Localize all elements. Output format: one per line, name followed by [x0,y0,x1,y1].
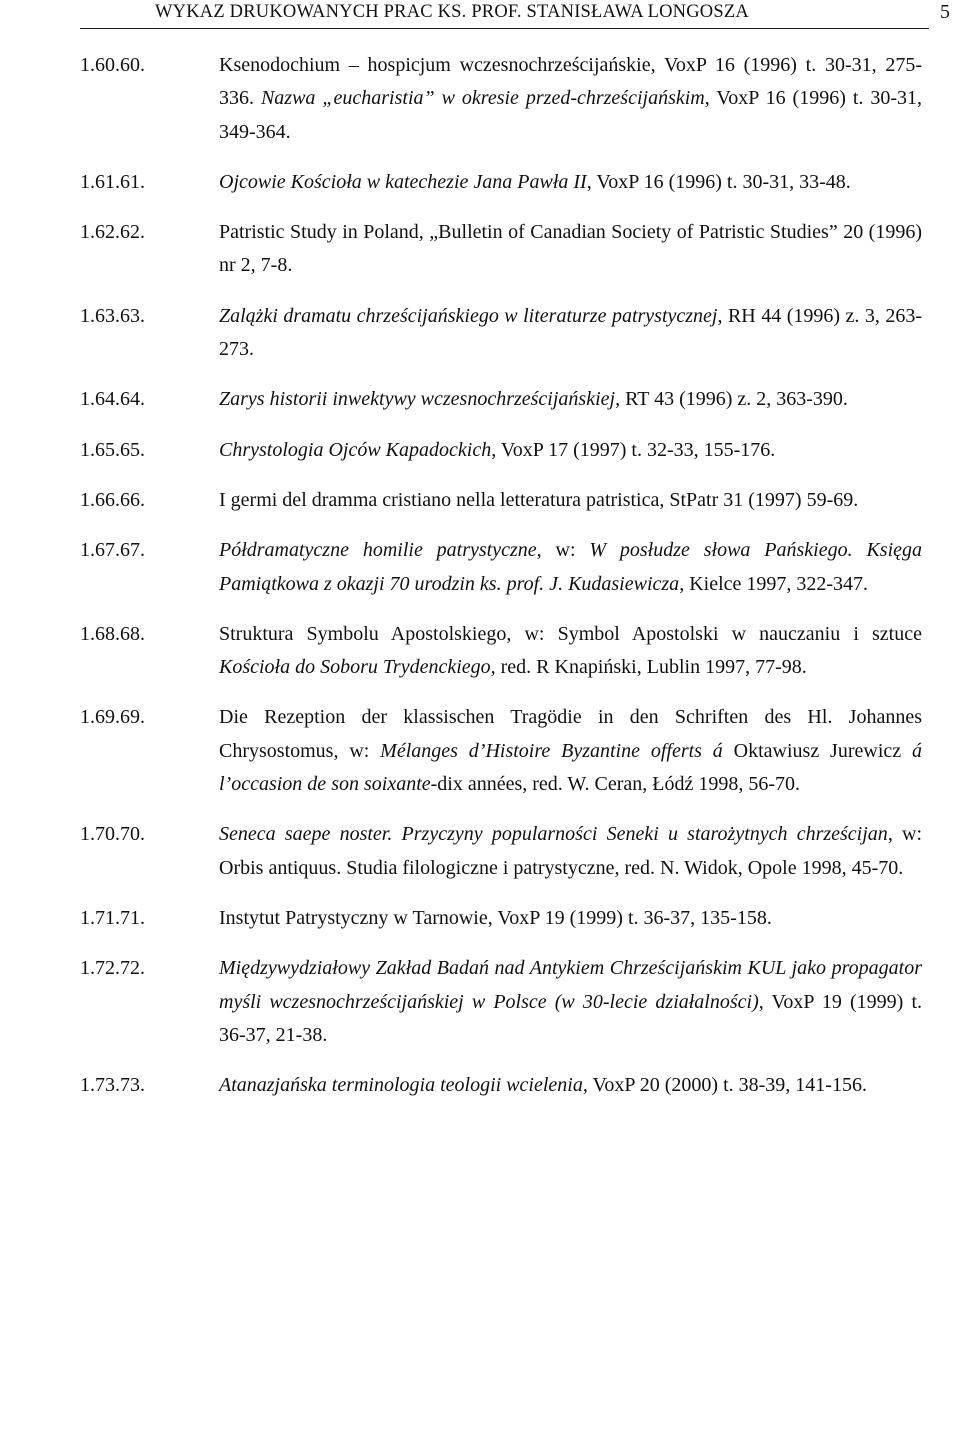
bibliography-entry [0,952,960,1052]
entry-number: 1.65.65. [80,438,145,461]
entry-text [219,49,922,149]
bibliography-entry [0,1069,960,1102]
entry-number: 1.63.63. [80,304,145,327]
entry-text-segment: , w: [536,539,590,562]
entry-text-segment: , RH 44 (1996) z. 3, 263-273. [219,304,922,361]
entry-number: 1.60.60. [80,54,145,76]
entry-title-italic: Półdramatyczne homilie patrystyczne [219,539,537,562]
entry-number: 1.73.73. [80,1074,145,1097]
bibliography-entry [0,818,960,885]
bibliography-entry [0,49,960,149]
entry-text-segment: , VoxP 16 (1996) t. 30-31, 349-364. [219,87,923,143]
header-rule [80,28,929,29]
entry-text-segment: I germi del dramma cristiano nella letteratura patristica, StPatr 31 (1997) 59-69. [219,488,859,511]
bibliography-entry [0,216,960,283]
page-number: 5 [940,1,950,23]
entry-number: 1.64.64. [80,388,145,411]
bibliography-list [0,49,960,1119]
entry-text-segment: Struktura Symbolu Apostolskiego, w: Symbol Apostolski w nauczaniu i sztuce [219,622,922,645]
bibliography-entry [0,300,960,367]
entry-title-italic: Ojcowie Kościoła w katechezie Jana Pawła II [219,170,587,193]
entry-text-segment: Ksenodochium – hospicjum wczesnochrześcijańskie, VoxP 16 (1996) t. 30-31, 275-336. [219,54,922,110]
entry-text-segment: , VoxP 16 (1996) t. 30-31, 33-48. [586,170,851,193]
entry-text [219,701,922,801]
entry-number: 1.67.67. [80,539,145,562]
entry-text [219,383,922,416]
entry-title-italic: á l’occasion de son soixante [219,739,922,796]
entry-text [219,300,922,367]
entry-number: 1.66.66. [80,488,145,511]
bibliography-entry [0,701,960,801]
entry-title-italic: Nazwa „eucharistia” w okresie przed-chrześcijańskim [260,87,705,110]
entry-title-italic: Zarys historii inwektywy wczesnochrześcijańskiej [219,388,616,411]
entry-number: 1.71.71. [80,906,145,929]
entry-title-italic: Chrystologia Ojców Kapadockich [219,438,492,461]
entry-text [219,818,922,885]
bibliography-entry [0,484,960,517]
entry-title-italic: Zalążki dramatu chrześcijańskiego w literaturze patrystycznej [219,304,718,327]
entry-text [219,434,922,467]
entry-title-italic: Atanazjańska terminologia teologii wcielenia [219,1074,583,1097]
entry-title-italic: Seneca saepe noster. Przyczyny popularności Seneki u starożytnych chrześcijan [219,823,888,846]
bibliography-entry [0,618,960,685]
entry-text-segment: , VoxP 17 (1997) t. 32-33, 155-176. [491,438,776,461]
entry-text-segment: , VoxP 20 (2000) t. 38-39, 141-156. [582,1074,867,1097]
entry-text [219,1069,922,1102]
running-title: WYKAZ DRUKOWANYCH PRAC KS. PROF. STANISŁAWA LONGOSZA [155,2,749,22]
entry-number: 1.61.61. [80,170,145,193]
entry-text-segment: , red. R Knapiński, Lublin 1997, 77-98. [490,656,807,679]
entry-title-italic: W posłudze słowa Pańskiego. Księga Pamiątkowa z okazji 70 urodzin ks. prof. J. Kudasiewicza [219,539,923,595]
entry-title-italic: Międzywydziałowy Zakład Badań nad Antykiem Chrześcijańskim KUL jako propagator myśli wczesnochrześcijańskiej w Polsce (w 30-lecie działalności) [219,957,922,1013]
entry-text-segment: , Kielce 1997, 322-347. [679,572,869,595]
entry-text-segment: , VoxP 19 (1999) t. 36-37, 21-38. [219,990,922,1046]
entry-text-segment: , w: Orbis antiquus. Studia filologiczne i patrystyczne, red. N. Widok, Opole 1998, 45-70. [219,823,923,879]
entry-text [219,952,922,1052]
entry-text [219,216,922,283]
entry-title-italic: Kościoła do Soboru Trydenckiego [219,656,491,679]
entry-text [219,534,922,601]
entry-title-italic: Mélanges d’Histoire Byzantine offerts á [380,739,723,762]
entry-text-segment: Die Rezeption der klassischen Tragödie in den Schriften des Hl. Johannes Chrysostomus, w: [219,706,922,762]
entry-text [219,166,922,199]
entry-text-segment: Instytut Patrystyczny w Tarnowie, VoxP 19 (1999) t. 36-37, 135-158. [219,906,772,929]
entry-number: 1.72.72. [80,957,145,980]
bibliography-entry [0,534,960,601]
entry-text [219,618,922,685]
bibliography-entry [0,383,960,416]
bibliography-entry [0,434,960,467]
entry-number: 1.62.62. [80,221,145,244]
entry-text-segment: -dix années, red. W. Ceran, Łódź 1998, 56-70. [430,773,800,796]
entry-number: 1.69.69. [80,706,145,729]
bibliography-entry [0,166,960,199]
entry-text [219,484,922,517]
entry-text-segment: Oktawiusz Jurewicz [722,739,912,762]
entry-number: 1.70.70. [80,823,145,846]
entry-number: 1.68.68. [80,622,145,645]
entry-text [219,902,922,935]
entry-text-segment: , RT 43 (1996) z. 2, 363-390. [615,388,848,411]
bibliography-entry [0,902,960,935]
entry-text-segment: Patristic Study in Poland, „Bulletin of Canadian Society of Patristic Studies” 20 (1996) nr 2, 7-8. [219,221,922,277]
